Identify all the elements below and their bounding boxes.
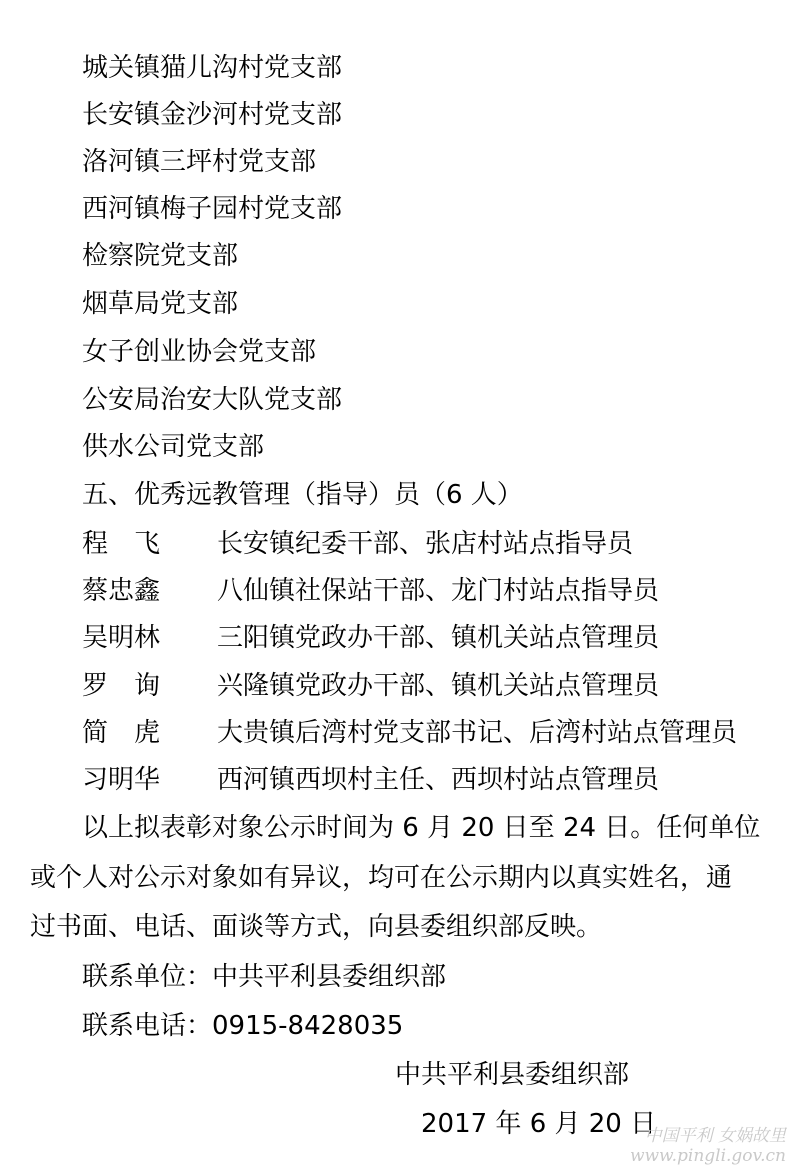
watermark-url: www.pingli.gov.cn	[629, 1146, 786, 1166]
member-role: 八仙镇社保站干部、龙门村站点指导员	[217, 576, 660, 606]
member-name: 蔡忠鑫	[82, 576, 161, 606]
org-item: 城关镇猫儿沟村党支部	[82, 53, 343, 83]
notice-line: 或个人对公示对象如有异议，均可在公示期内以真实姓名，通	[30, 863, 733, 893]
member-name: 吴明林	[82, 623, 161, 653]
org-item: 检察院党支部	[82, 241, 239, 271]
member-role: 大贵镇后湾村党支部书记、后湾村站点管理员	[217, 718, 738, 748]
org-item: 女子创业协会党支部	[82, 337, 317, 367]
section-heading: 五、优秀远教管理（指导）员（6 人）	[82, 480, 523, 510]
org-item: 公安局治安大队党支部	[82, 385, 343, 415]
notice-line: 过书面、电话、面谈等方式，向县委组织部反映。	[30, 912, 603, 942]
member-role: 兴隆镇党政办干部、镇机关站点管理员	[217, 671, 660, 701]
contact-unit: 联系单位：中共平利县委组织部	[82, 962, 447, 992]
notice-line: 以上拟表彰对象公示时间为 6 月 20 日至 24 日。任何单位	[82, 813, 761, 843]
member-role: 三阳镇党政办干部、镇机关站点管理员	[217, 623, 660, 653]
org-item: 供水公司党支部	[82, 432, 265, 462]
member-name: 程 飞	[82, 529, 161, 559]
member-role: 西河镇西坝村主任、西坝村站点管理员	[217, 765, 660, 795]
member-name: 习明华	[82, 765, 161, 795]
member-name: 罗 询	[82, 671, 161, 701]
member-name: 简 虎	[82, 718, 161, 748]
org-item: 长安镇金沙河村党支部	[82, 100, 343, 130]
org-item: 洛河镇三坪村党支部	[82, 147, 317, 177]
watermark-slogan: 中国平利 女娲故里	[644, 1126, 786, 1146]
contact-phone: 联系电话：0915-8428035	[82, 1011, 404, 1041]
member-role: 长安镇纪委干部、张店村站点指导员	[217, 529, 634, 559]
site-watermark	[630, 1126, 786, 1166]
signature-org: 中共平利县委组织部	[395, 1060, 630, 1090]
org-item: 烟草局党支部	[82, 289, 239, 319]
signature-date: 2017 年 6 月 20 日	[421, 1109, 657, 1139]
org-item: 西河镇梅子园村党支部	[82, 194, 343, 224]
